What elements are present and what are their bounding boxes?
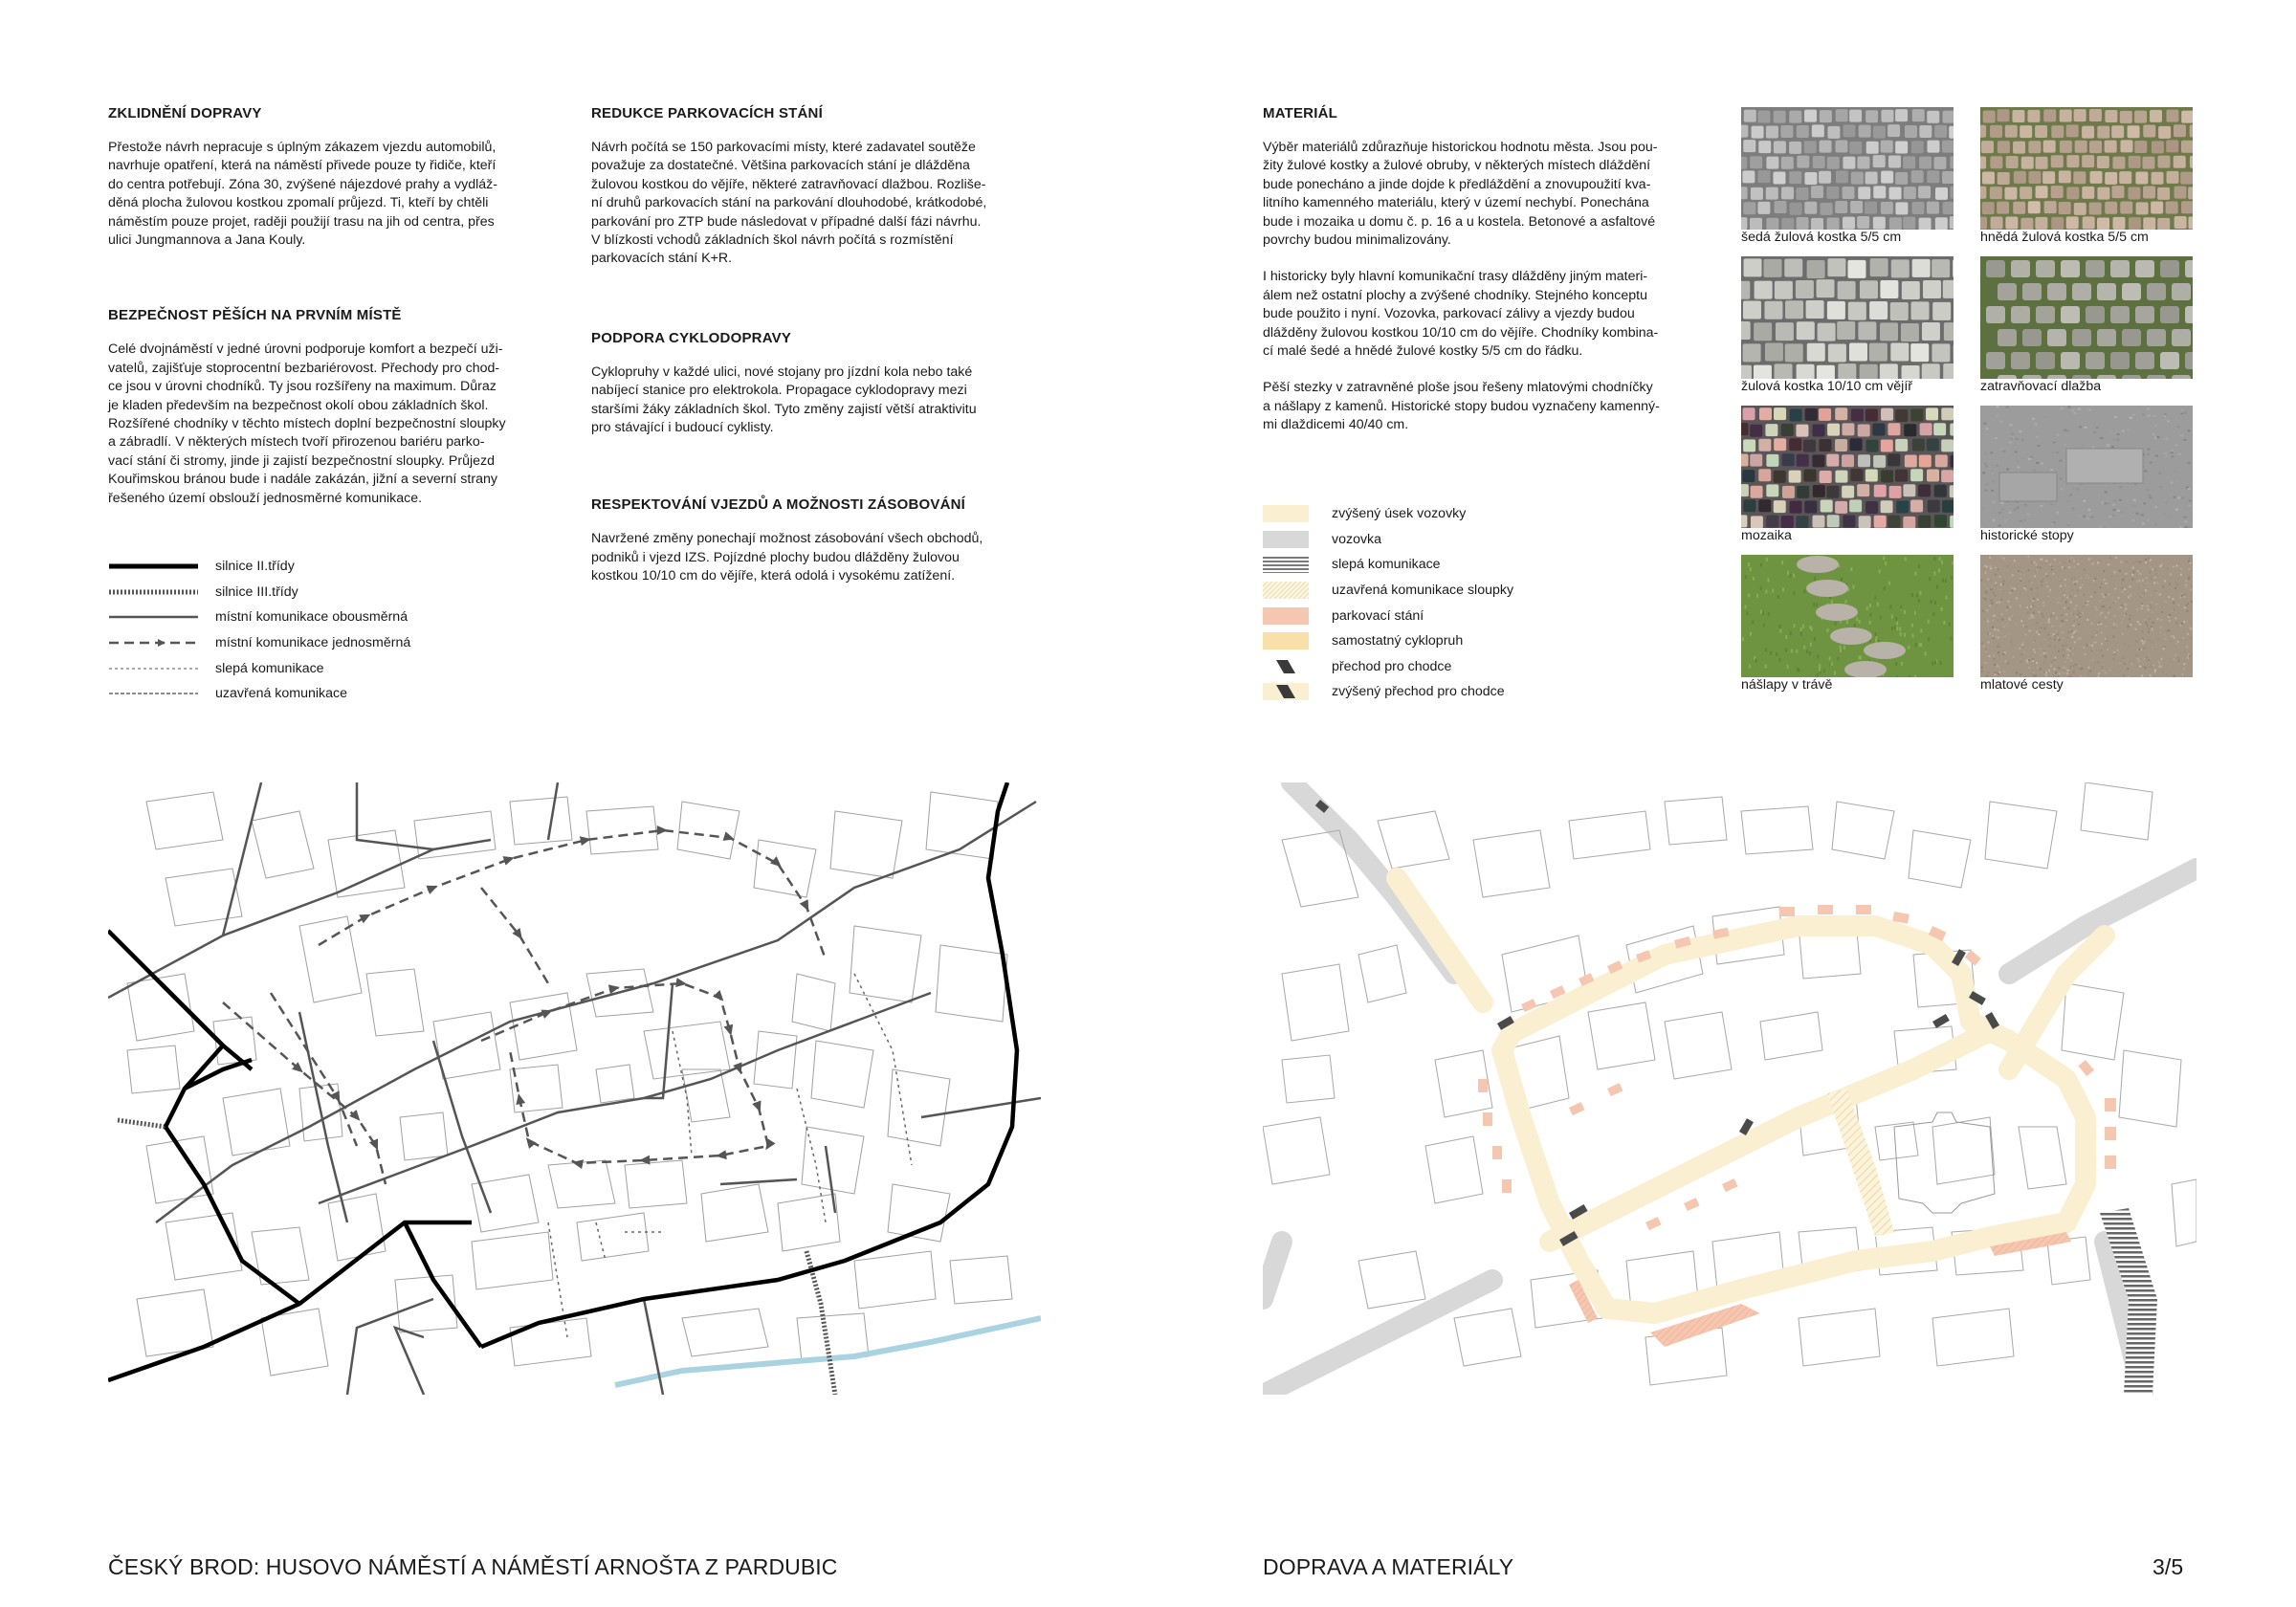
text-line: žulovou kostkou do vějíře, některé zatravňovací dlažbou. Rozliše- — [591, 176, 986, 192]
text-line: ulici Jungmannova a Jana Kouly. — [108, 232, 306, 249]
section-heading: RESPEKTOVÁNÍ VJEZDŮ A MOŽNOSTI ZÁSOBOVÁNÍ — [591, 496, 966, 514]
legend-item — [1263, 603, 1588, 628]
text-line: nabíjecí stanice pro elektrokola. Propagace cyklodopravy mezi — [591, 383, 967, 399]
text-line: ní druhů parkovacích stání na parkování dlouhodobé, krátkodobé, — [591, 195, 987, 211]
church-outline — [1894, 1112, 1995, 1213]
local-one-way-roads — [223, 830, 826, 1184]
left-text-column-1 — [108, 105, 558, 546]
parking-hatched — [1569, 1232, 2071, 1347]
legend-label: zvýšený úsek vozovky — [1332, 506, 1467, 522]
legend-item — [108, 655, 491, 681]
legend-label: vozovka — [1332, 531, 1382, 547]
text-section — [591, 330, 1041, 438]
section-heading: REDUKCE PARKOVACÍCH STÁNÍ — [591, 105, 823, 121]
text-line: a nášlapy z kamenů. Historické stopy budou vyznačeny kamenný- — [1263, 398, 1660, 414]
text-line: litního kamenného materiálu, který v území nechybí. Ponechána — [1263, 195, 1649, 211]
material-label: nášlapy v trávě — [1741, 677, 1833, 693]
class-ii-roads — [108, 782, 1017, 1380]
legend-label: silnice III.třídy — [215, 583, 298, 600]
section-paragraph — [108, 341, 558, 508]
text-section — [108, 307, 558, 508]
material-label: mozaika — [1741, 528, 1792, 543]
legend-label: slepá komunikace — [215, 660, 324, 676]
legend-label: přechod pro chodce — [1332, 658, 1452, 674]
section-paragraph — [108, 139, 558, 250]
text-line: Cyklopruhy v každé ulici, nové stojany pro jízdní kola nebo také — [591, 363, 973, 380]
legend-swatch — [1263, 683, 1309, 700]
text-line: do centra potřebují. Zóna 30, zvýšené nájezdové prahy a vydláž- — [108, 176, 497, 192]
text-line: bude použito i nyní. Vozovka, parkovací zálivy a vjezdy budou — [1263, 306, 1635, 322]
local-two-way-roads — [108, 782, 1041, 1395]
text-line: parkovacích stání K+R. — [591, 251, 733, 267]
text-line: dlážděny žulovou kostkou 10/10 cm do vějíře. Chodníky kombina- — [1263, 324, 1659, 341]
text-line: I historicky byly hlavní komunikační trasy dlážděny jiným materi- — [1263, 269, 1648, 285]
legend-label: slepá komunikace — [1332, 557, 1441, 573]
text-line: kostkou 10/10 cm do vějíře, která odolá i vysokému zatížení. — [591, 568, 956, 584]
legend-label: uzavřená komunikace — [215, 686, 348, 702]
legend-label: místní komunikace jednosměrná — [215, 635, 411, 651]
legend-swatch — [1263, 505, 1309, 522]
river — [615, 1318, 1041, 1385]
section-paragraph — [591, 530, 1041, 585]
traffic-legend — [108, 554, 491, 707]
text-line: je kladen především na bezpečnost okolí obou základních škol. — [108, 397, 489, 413]
material-tile — [1741, 256, 1954, 379]
material-tile — [1980, 555, 2193, 677]
text-line: vatelů, zajišťuje stoprocentní bezbariérovost. Přechody pro chod- — [108, 360, 500, 376]
section-paragraph — [591, 363, 1041, 438]
legend-label: samostatný cyklopruh — [1332, 633, 1464, 649]
material-texture — [1741, 107, 1954, 230]
legend-item — [108, 630, 491, 656]
legend-line-sample — [108, 611, 199, 623]
legend-label: silnice II.třídy — [215, 559, 295, 575]
closed-road — [1827, 1089, 1894, 1237]
material-texture — [1980, 555, 2193, 677]
material-label: šedá žulová kostka 5/5 cm — [1741, 230, 1902, 245]
material-label: zatravňovací dlažba — [1980, 379, 2102, 394]
text-section — [591, 496, 1041, 585]
text-line: řešeného území obslouží jednosměrné komunikace. — [108, 490, 423, 506]
material-texture — [1980, 107, 2193, 230]
section-heading: BEZPEČNOST PĚŠÍCH NA PRVNÍM MÍSTĚ — [108, 307, 402, 324]
class-iii-roads — [118, 1120, 835, 1395]
material-texture — [1980, 256, 2193, 379]
material-texture — [1741, 406, 1954, 528]
section-heading: PODPORA CYKLODOPRAVY — [591, 329, 792, 346]
text-line: V blízkosti vchodů základních škol návrh počítá s rozmístění — [591, 232, 954, 249]
text-section — [591, 105, 1041, 269]
material-texture — [1741, 256, 1954, 379]
text-line: Kouřimskou bránou bude i nadále zakázán, jižní a severní strany — [108, 472, 497, 488]
legend-item — [108, 580, 491, 605]
text-line: podniků i vjezd IZS. Pojízdné plochy budou dlážděny žulovou — [591, 549, 960, 565]
text-line: álem než ostatní plochy a zvýšené chodníky. Stejného konceptu — [1263, 287, 1647, 303]
materials-map — [1263, 782, 2197, 1395]
legend-item — [108, 554, 491, 580]
legend-item — [1263, 527, 1588, 553]
legend-item — [1263, 578, 1588, 604]
dead-end-road — [2100, 1208, 2157, 1395]
footer-center-title: DOPRAVA A MATERIÁLY — [1263, 1554, 1514, 1579]
legend-item — [1263, 552, 1588, 578]
legend-item — [108, 605, 491, 630]
material-tile — [1980, 107, 2193, 230]
text-line: navrhuje opatření, která na náměstí přivede pouze ty řidiče, kteří — [108, 158, 497, 174]
legend-swatch — [1263, 607, 1309, 625]
legend-label: zvýšený přechod pro chodce — [1332, 684, 1505, 700]
text-line: Návrh počítá se 150 parkovacími místy, které zadavatel soutěže — [591, 140, 976, 155]
material-texture — [1741, 555, 1954, 677]
material-heading: MATERIÁL — [1263, 105, 1337, 121]
legend-swatch — [1263, 582, 1309, 599]
text-line: staršími žáky základních škol. Tyto změny zajistí větší atraktivitu — [591, 401, 977, 417]
section-paragraph — [591, 139, 1041, 269]
left-text-column-2 — [591, 105, 1041, 646]
legend-label: uzavřená komunikace sloupky — [1332, 583, 1514, 599]
material-tile — [1741, 406, 1954, 528]
text-line: bude i mozaika u domu č. p. 16 a u kostela. Betonové a asfaltové — [1263, 213, 1656, 230]
traffic-map — [108, 782, 1041, 1395]
text-line: Pěší stezky v zatravněné ploše jsou řešeny mlatovými chodníčky — [1263, 380, 1653, 396]
legend-item — [1263, 654, 1588, 680]
text-section — [108, 105, 558, 250]
section-heading: ZKLIDNĚNÍ DOPRAVY — [108, 105, 262, 121]
text-line: mi dlaždicemi 40/40 cm. — [1263, 417, 1409, 433]
text-line: Rozšířené chodníky v těchto místech doplní bezpečnostní sloupky — [108, 416, 506, 432]
legend-line-sample — [108, 663, 199, 674]
legend-line-sample — [108, 637, 199, 649]
text-line: považuje za dostatečné. Většina parkovacích stání je dlážděna — [591, 158, 970, 174]
legend-label: místní komunikace obousměrná — [215, 609, 408, 626]
text-line: náměstím pouze projet, raději použijí trasu na jih od centra, přes — [108, 213, 495, 230]
material-paragraph — [1263, 268, 1722, 361]
legend-line-sample — [108, 561, 199, 572]
material-paragraph — [1263, 379, 1722, 434]
material-label: žulová kostka 10/10 cm vějíř — [1741, 379, 1912, 394]
material-text — [1263, 105, 1722, 453]
text-line: ce jsou v úrovni chodníků. Ty jsou rozšířeny na maximum. Důraz — [108, 379, 497, 395]
text-line: bude ponecháno a jinde dojde k předláždění a znovupoužití kva- — [1263, 176, 1651, 192]
legend-item — [1263, 679, 1588, 705]
material-label: mlatové cesty — [1980, 677, 2064, 693]
material-tile — [1980, 406, 2193, 528]
legend-line-sample — [108, 688, 199, 699]
text-line: pro stávající i budoucí cyklisty. — [591, 420, 774, 436]
material-label: hnědá žulová kostka 5/5 cm — [1980, 230, 2149, 245]
legend-swatch — [1263, 531, 1309, 548]
material-paragraph — [1263, 139, 1722, 250]
material-legend — [1263, 501, 1588, 705]
text-line: Přestože návrh nepracuje s úplným zákazem vjezdu automobilů, — [108, 140, 497, 155]
material-label: historické stopy — [1980, 528, 2074, 543]
text-line: povrchy budou minimalizovány. — [1263, 232, 1451, 249]
text-line: Navržené změny ponechají možnost zásobování všech obchodů, — [591, 531, 983, 547]
text-line: cí malé šedé a hnědé žulové kostky 5/5 cm do řádku. — [1263, 343, 1583, 360]
text-line: vací stání či stromy, jinde ji zajistí bezpečnostní sloupky. Průjezd — [108, 452, 495, 469]
text-line: parkování pro ZTP bude následovat v případné další fázi návrhu. — [591, 213, 982, 230]
legend-swatch — [1263, 658, 1309, 675]
legend-item — [108, 681, 491, 707]
legend-swatch — [1263, 632, 1309, 649]
text-line: Výběr materiálů zdůrazňuje historickou hodnotu města. Jsou pou- — [1263, 140, 1658, 155]
legend-item — [1263, 501, 1588, 527]
material-tile — [1741, 555, 1954, 677]
material-texture — [1980, 406, 2193, 528]
legend-line-sample — [108, 586, 199, 598]
legend-swatch — [1263, 556, 1309, 573]
material-tile — [1980, 256, 2193, 379]
text-line: a zábradlí. V některých místech tvoří přirozenou bariéru parko- — [108, 434, 485, 451]
legend-item — [1263, 628, 1588, 654]
text-line: děná plocha žulovou kostkou zpomalí průjezd. Ti, kteří by chtěli — [108, 195, 489, 211]
footer-left-title: ČESKÝ BROD: HUSOVO NÁMĚSTÍ A NÁMĚSTÍ ARNOŠTA Z PARDUBIC — [108, 1554, 838, 1579]
legend-label: parkovací stání — [1332, 607, 1424, 624]
text-line: žity žulové kostky a žulové obruby, v některých místech dláždění — [1263, 158, 1651, 174]
text-line: Celé dvojnáměstí v jedné úrovni podporuje komfort a bezpečí uži- — [108, 341, 503, 358]
page-number: 3/5 — [2152, 1554, 2184, 1579]
material-tile — [1741, 107, 1954, 230]
